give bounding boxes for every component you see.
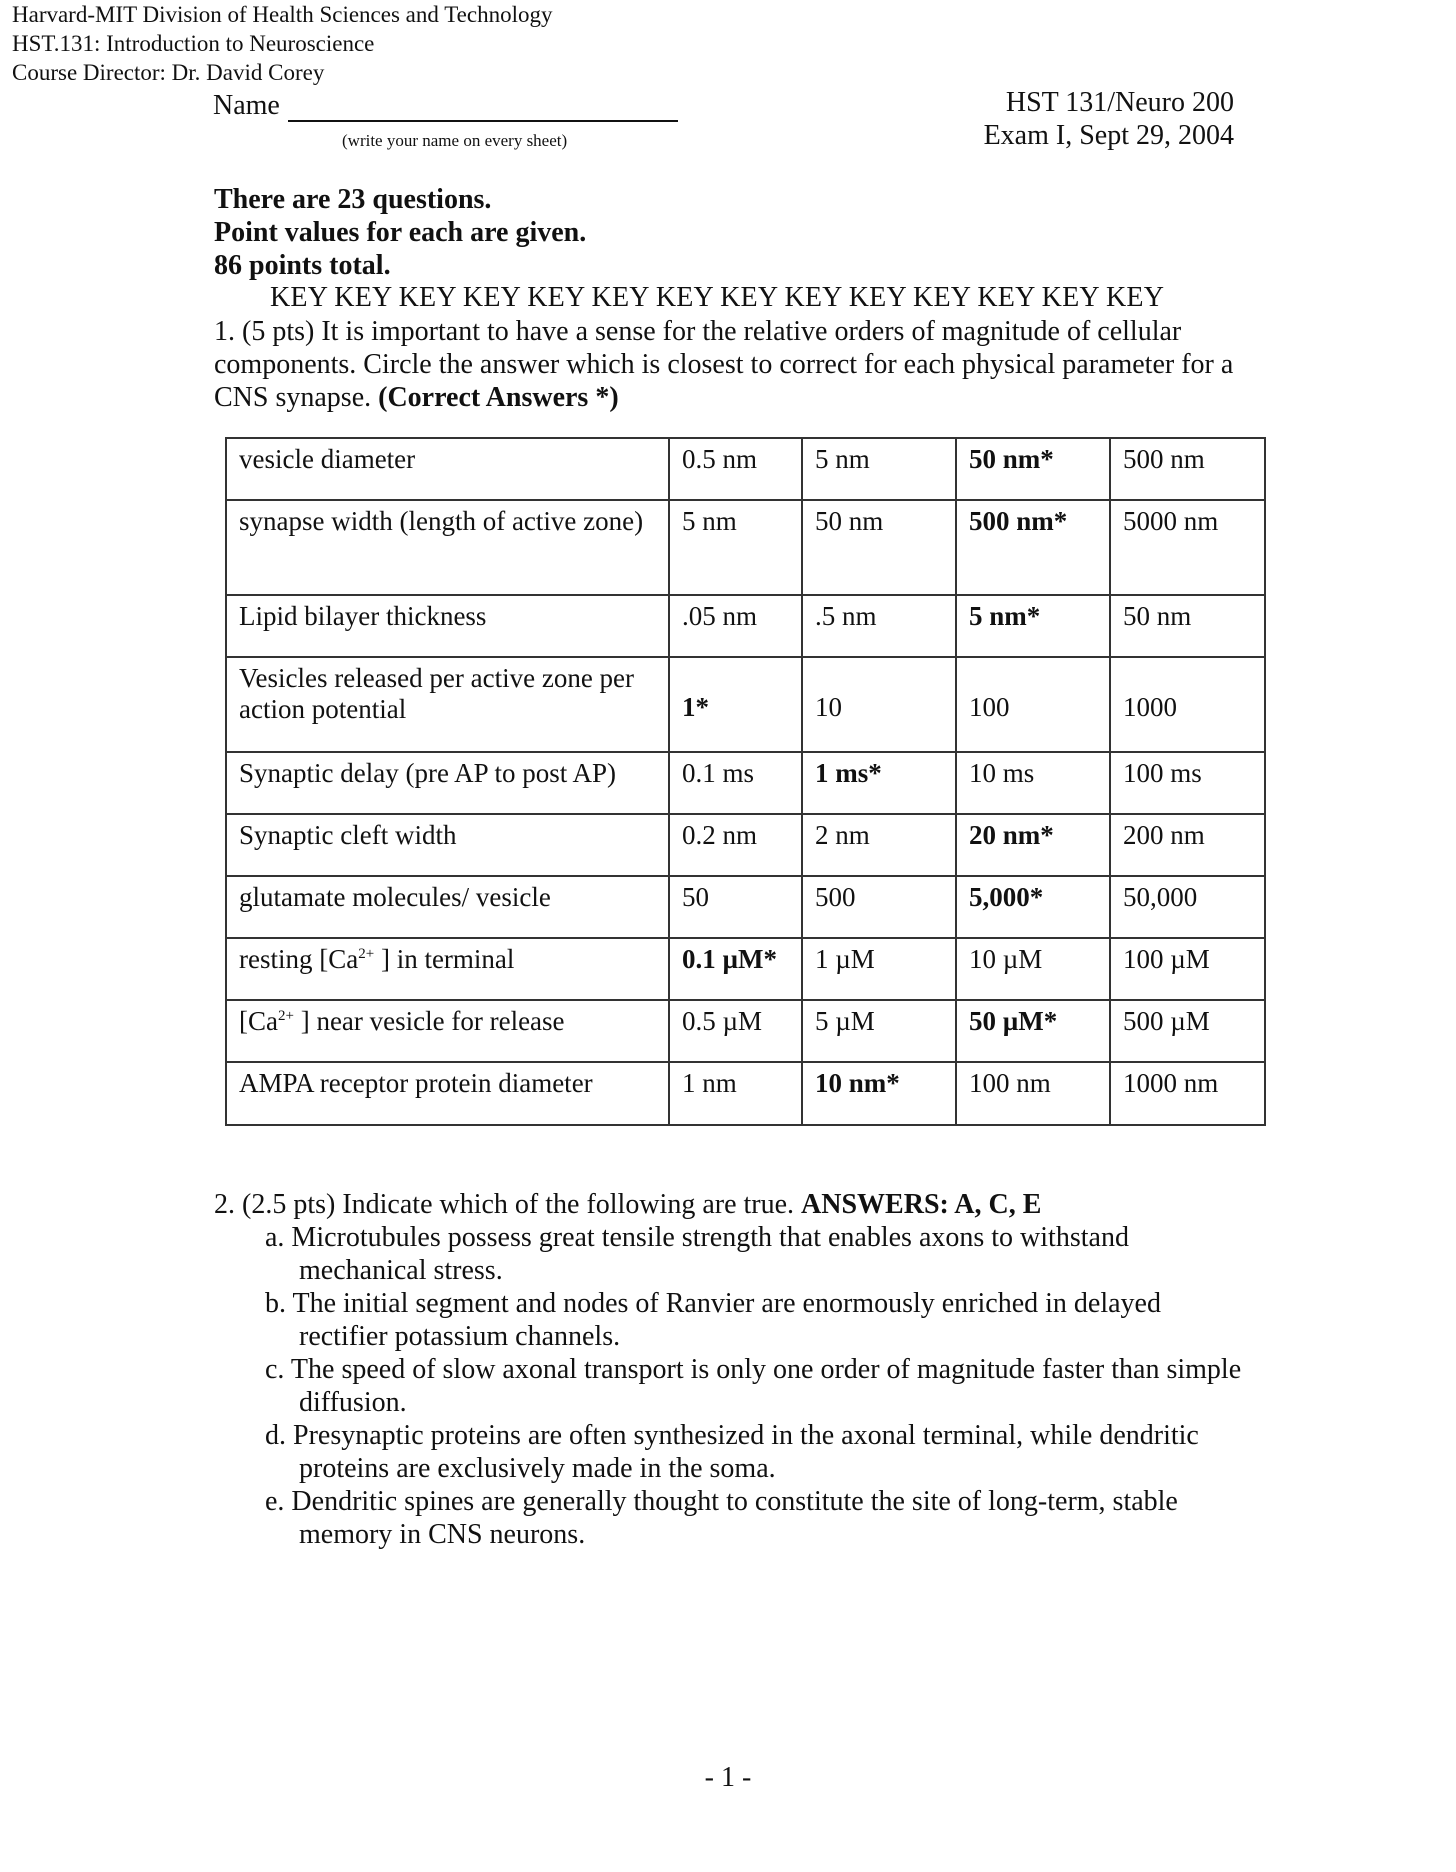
question-2-option-c: c. The speed of slow axonal transport is only one order of magnitude faster than simple diffusion. xyxy=(265,1354,1242,1418)
instruction-question-count: There are 23 questions. xyxy=(214,184,492,215)
document-header xyxy=(12,0,552,87)
table-row xyxy=(226,1062,1265,1125)
parameter-text: ] in terminal xyxy=(374,944,515,974)
parameter-cell: Vesicles released per active zone per action potential xyxy=(226,657,669,752)
parameter-cell: glutamate molecules/ vesicle xyxy=(226,876,669,938)
question-1-text xyxy=(214,315,1254,414)
answer-option-cell[interactable]: 10 µM xyxy=(956,938,1110,1000)
answer-option-cell[interactable]: 500 µM xyxy=(1110,1000,1265,1062)
answer-option-cell[interactable]: 5 nm xyxy=(802,438,956,500)
question-1-table xyxy=(225,437,1266,1126)
name-blank-line[interactable] xyxy=(288,92,678,122)
answer-option-cell[interactable]: 1 nm xyxy=(669,1062,802,1125)
answer-option-cell[interactable]: 50 xyxy=(669,876,802,938)
answer-option-cell[interactable]: 1 µM xyxy=(802,938,956,1000)
parameter-cell: vesicle diameter xyxy=(226,438,669,500)
answer-option-cell[interactable]: 1000 xyxy=(1110,657,1265,752)
correct-answer-cell[interactable]: 1 ms* xyxy=(802,752,956,814)
parameter-text: ] near vesicle for release xyxy=(293,1006,565,1036)
answer-option-cell[interactable]: 500 nm xyxy=(1110,438,1265,500)
answer-option-cell[interactable]: 0.5 µM xyxy=(669,1000,802,1062)
answer-option-cell[interactable]: 100 nm xyxy=(956,1062,1110,1125)
correct-answer-cell[interactable]: 50 µM* xyxy=(956,1000,1110,1062)
correct-answer-cell[interactable]: 1* xyxy=(669,657,802,752)
name-field-row xyxy=(213,90,678,122)
answer-option-cell[interactable]: 50,000 xyxy=(1110,876,1265,938)
parameter-text: resting [Ca xyxy=(239,944,359,974)
answer-option-cell[interactable]: 5 µM xyxy=(802,1000,956,1062)
table-row xyxy=(226,752,1265,814)
parameter-text: [Ca xyxy=(239,1006,278,1036)
answer-option-cell[interactable]: 50 nm xyxy=(1110,595,1265,657)
correct-answer-cell[interactable]: 20 nm* xyxy=(956,814,1110,876)
page-number: - 1 - xyxy=(704,1762,752,1793)
answer-option-cell[interactable]: .5 nm xyxy=(802,595,956,657)
exam-instructions xyxy=(214,183,586,282)
question-2-text xyxy=(214,1188,1254,1221)
table-row xyxy=(226,595,1265,657)
question-2 xyxy=(214,1188,1254,1551)
correct-answer-cell[interactable]: 0.1 µM* xyxy=(669,938,802,1000)
parameter-cell xyxy=(226,1000,669,1062)
correct-answer-cell[interactable]: 5,000* xyxy=(956,876,1110,938)
header-course: HST.131: Introduction to Neuroscience xyxy=(12,31,375,56)
parameter-cell: Synaptic cleft width xyxy=(226,814,669,876)
question-2-option-b: b. The initial segment and nodes of Ranvier are enormously enriched in delayed rectifier potassium channels. xyxy=(265,1288,1161,1352)
answer-option-cell[interactable]: 1000 nm xyxy=(1110,1062,1265,1125)
answer-option-cell[interactable]: 100 xyxy=(956,657,1110,752)
answer-option-cell[interactable]: 200 nm xyxy=(1110,814,1265,876)
correct-answer-cell[interactable]: 5 nm* xyxy=(956,595,1110,657)
name-label: Name xyxy=(213,90,280,121)
answer-option-cell[interactable]: 100 µM xyxy=(1110,938,1265,1000)
exam-date: Exam I, Sept 29, 2004 xyxy=(983,120,1234,151)
parameter-cell: Lipid bilayer thickness xyxy=(226,595,669,657)
answer-option-cell[interactable]: 5000 nm xyxy=(1110,500,1265,595)
answer-option-cell[interactable]: 2 nm xyxy=(802,814,956,876)
answer-option-cell[interactable]: .05 nm xyxy=(669,595,802,657)
instruction-point-values: Point values for each are given. xyxy=(214,217,587,248)
question-2-answers: ANSWERS: A, C, E xyxy=(801,1189,1042,1220)
answer-option-cell[interactable]: 0.1 ms xyxy=(669,752,802,814)
question-2-prompt: 2. (2.5 pts) Indicate which of the following are true. xyxy=(214,1189,802,1220)
answer-option-cell[interactable]: 0.2 nm xyxy=(669,814,802,876)
question-1-correct-note: (Correct Answers *) xyxy=(378,382,619,413)
answer-option-cell[interactable]: 0.5 nm xyxy=(669,438,802,500)
table-row xyxy=(226,438,1265,500)
question-2-option-d: d. Presynaptic proteins are often synthesized in the axonal terminal, while dendritic proteins are exclusively made in the soma. xyxy=(265,1420,1199,1484)
table-row xyxy=(226,500,1265,595)
question-2-option-e: e. Dendritic spines are generally thought to constitute the site of long-term, stable memory in CNS neurons. xyxy=(265,1486,1178,1550)
header-director: Course Director: Dr. David Corey xyxy=(12,60,325,85)
exam-info xyxy=(984,86,1234,152)
charge-superscript: 2+ xyxy=(277,1008,294,1024)
exam-course: HST 131/Neuro 200 xyxy=(1005,87,1234,118)
parameter-cell: Synaptic delay (pre AP to post AP) xyxy=(226,752,669,814)
table-row xyxy=(226,938,1265,1000)
table-row xyxy=(226,657,1265,752)
answer-option-cell[interactable]: 10 ms xyxy=(956,752,1110,814)
parameter-cell: synapse width (length of active zone) xyxy=(226,500,669,595)
name-hint: (write your name on every sheet) xyxy=(342,131,568,150)
answer-option-cell[interactable]: 500 xyxy=(802,876,956,938)
parameter-cell xyxy=(226,938,669,1000)
correct-answer-cell[interactable]: 10 nm* xyxy=(802,1062,956,1125)
question-1-prompt: 1. (5 pts) It is important to have a sense for the relative orders of magnitude of cellular components. Circle the answer which is closest to correct for each physical parameter for a CNS synapse. xyxy=(214,316,1234,413)
answer-option-cell[interactable]: 100 ms xyxy=(1110,752,1265,814)
answer-option-cell[interactable]: 5 nm xyxy=(669,500,802,595)
answer-key-banner: KEY KEY KEY KEY KEY KEY KEY KEY KEY KEY KEY KEY KEY KEY xyxy=(270,282,1165,313)
parameter-cell: AMPA receptor protein diameter xyxy=(226,1062,669,1125)
correct-answer-cell[interactable]: 50 nm* xyxy=(956,438,1110,500)
header-institution: Harvard-MIT Division of Health Sciences and Technology xyxy=(12,2,553,27)
table-row xyxy=(226,876,1265,938)
question-2-option-a: a. Microtubules possess great tensile strength that enables axons to withstand mechanical stress. xyxy=(265,1222,1129,1286)
table-row xyxy=(226,1000,1265,1062)
table-row xyxy=(226,814,1265,876)
charge-superscript: 2+ xyxy=(358,946,375,962)
correct-answer-cell[interactable]: 500 nm* xyxy=(956,500,1110,595)
instruction-total-points: 86 points total. xyxy=(214,250,391,281)
answer-option-cell[interactable]: 10 xyxy=(802,657,956,752)
answer-option-cell[interactable]: 50 nm xyxy=(802,500,956,595)
